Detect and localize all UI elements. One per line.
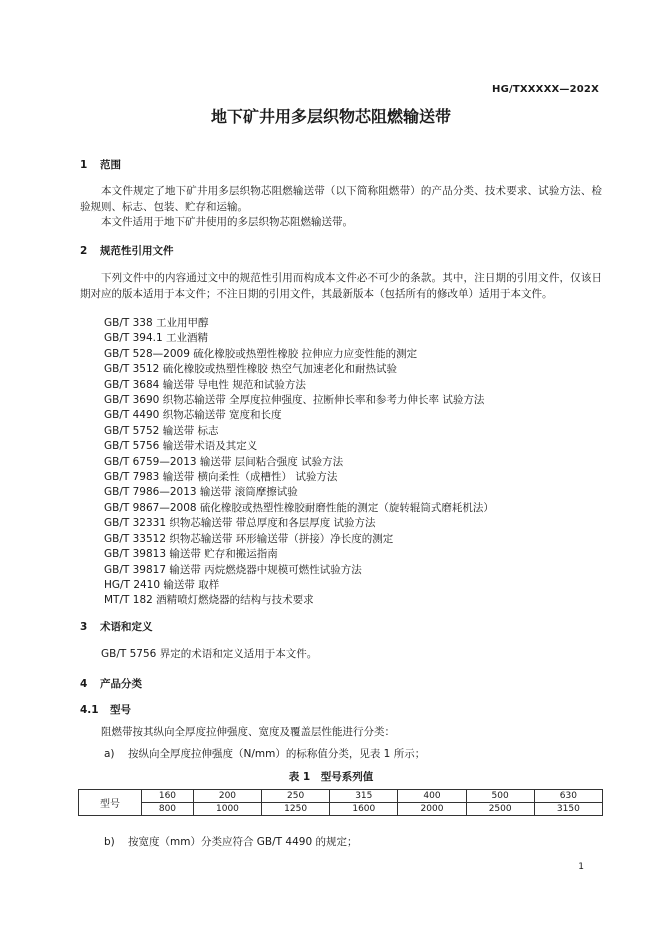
section-title: 型号: [110, 704, 131, 716]
standard-code: HG/TXXXXX—202X: [492, 84, 599, 95]
reference-item: GB/T 528—2009 硫化橡胶或热塑性橡胶 拉伸应力应变性能的测定: [104, 347, 418, 360]
list-marker: b): [104, 836, 115, 848]
section-3-heading: [80, 619, 153, 634]
reference-item: GB/T 7986—2013 输送带 滚筒摩擦试验: [104, 486, 298, 499]
list-text: 按宽度（mm）分类应符合 GB/T 4490 的规定；: [128, 836, 358, 848]
table-row: [79, 790, 603, 803]
table-cell: 1000: [193, 803, 261, 816]
reference-item: GB/T 6759—2013 输送带 层间粘合强度 试验方法: [104, 455, 344, 468]
section-1-paragraph-1: 本文件规定了地下矿井用多层织物芯阻燃输送带（以下简称阻燃带）的产品分类、技术要求、试验方法、检验规则、标志、包装、贮存和运输。: [80, 185, 602, 213]
section-1-heading: [80, 157, 121, 172]
document-title: 地下矿井用多层织物芯阻燃输送带: [210, 107, 451, 126]
table-1-caption: 表 1 型号系列值: [288, 771, 374, 783]
reference-item: GB/T 5756 输送带术语及其定义: [104, 440, 258, 453]
section-title: 术语和定义: [100, 621, 153, 633]
section-4-heading: [80, 676, 142, 691]
reference-item: GB/T 39813 输送带 贮存和搬运指南: [104, 548, 278, 561]
table-cell: 1600: [330, 803, 398, 816]
reference-item: GB/T 32331 织物芯输送带 带总厚度和各层厚度 试验方法: [104, 517, 376, 530]
reference-item: GB/T 4490 织物芯输送带 宽度和长度: [104, 409, 282, 422]
table-cell: 800: [142, 803, 194, 816]
table-cell: 2500: [466, 803, 534, 816]
reference-item: GB/T 3512 硫化橡胶或热塑性橡胶 热空气加速老化和耐热试验: [104, 363, 398, 376]
table-cell: 500: [466, 790, 534, 803]
section-number: 4.1: [80, 704, 99, 716]
reference-item: GB/T 9867—2008 硫化橡胶或热塑性橡胶耐磨性能的测定（旋转辊筒式磨耗机法）: [104, 501, 494, 514]
reference-item: GB/T 33512 织物芯输送带 环形输送带（拼接）净长度的测定: [104, 532, 394, 545]
list-marker: a): [104, 748, 115, 760]
section-number: 4: [80, 678, 88, 690]
section-title: 产品分类: [100, 678, 142, 690]
list-item-b: [104, 834, 357, 849]
normative-reference-list: [104, 316, 494, 609]
section-number: 2: [80, 245, 88, 257]
page-number: 1: [578, 862, 584, 872]
table-row: [79, 803, 603, 816]
reference-item: GB/T 7983 输送带 横向柔性（成槽性） 试验方法: [104, 471, 338, 484]
reference-item: MT/T 182 酒精喷灯燃烧器的结构与技术要求: [104, 594, 314, 607]
reference-item: GB/T 338 工业用甲醇: [104, 317, 209, 329]
section-4-1-paragraph-1: 阻燃带按其纵向全厚度拉伸强度、宽度及覆盖层性能进行分类：: [101, 726, 395, 738]
table-cell: 1250: [262, 803, 330, 816]
table-cell: 315: [330, 790, 398, 803]
list-text: 按纵向全厚度拉伸强度（N/mm）的标称值分类，见表 1 所示；: [128, 748, 426, 760]
table-cell: 3150: [534, 803, 602, 816]
list-item-a: [104, 746, 425, 761]
reference-item: HG/T 2410 输送带 取样: [104, 578, 220, 591]
reference-item: GB/T 5752 输送带 标志: [104, 424, 219, 437]
table-cell: 250: [262, 790, 330, 803]
table-cell: 630: [534, 790, 602, 803]
section-title: 规范性引用文件: [100, 245, 174, 257]
table-cell: 160: [142, 790, 194, 803]
section-3-paragraph-1: GB/T 5756 界定的术语和定义适用于本文件。: [101, 648, 318, 660]
table-cell: 200: [193, 790, 261, 803]
section-title: 范围: [100, 159, 121, 171]
section-number: 1: [80, 159, 88, 171]
section-4-1-heading: [80, 702, 131, 717]
model-series-table: [78, 789, 603, 816]
reference-item: GB/T 3690 织物芯输送带 全厚度拉伸强度、拉断伸长率和参考力伸长率 试验方法: [104, 394, 485, 407]
reference-item: GB/T 394.1 工业酒精: [104, 332, 209, 345]
section-number: 3: [80, 621, 88, 633]
table-cell: 400: [398, 790, 466, 803]
section-1-paragraph-2: 本文件适用于地下矿井使用的多层织物芯阻燃输送带。: [101, 216, 353, 228]
section-2-paragraph-1: 下列文件中的内容通过文中的规范性引用而构成本文件必不可少的条款。其中，注日期的引用文件，仅该日期对应的版本适用于本文件；不注日期的引用文件，其最新版本（包括所有的修改单）适用于本文件。: [80, 272, 602, 300]
table-row-header: 型号: [79, 790, 142, 816]
reference-item: GB/T 39817 输送带 丙烷燃烧器中规模可燃性试验方法: [104, 563, 362, 576]
section-2-heading: [80, 243, 174, 258]
reference-item: GB/T 3684 输送带 导电性 规范和试验方法: [104, 378, 306, 391]
table-cell: 2000: [398, 803, 466, 816]
